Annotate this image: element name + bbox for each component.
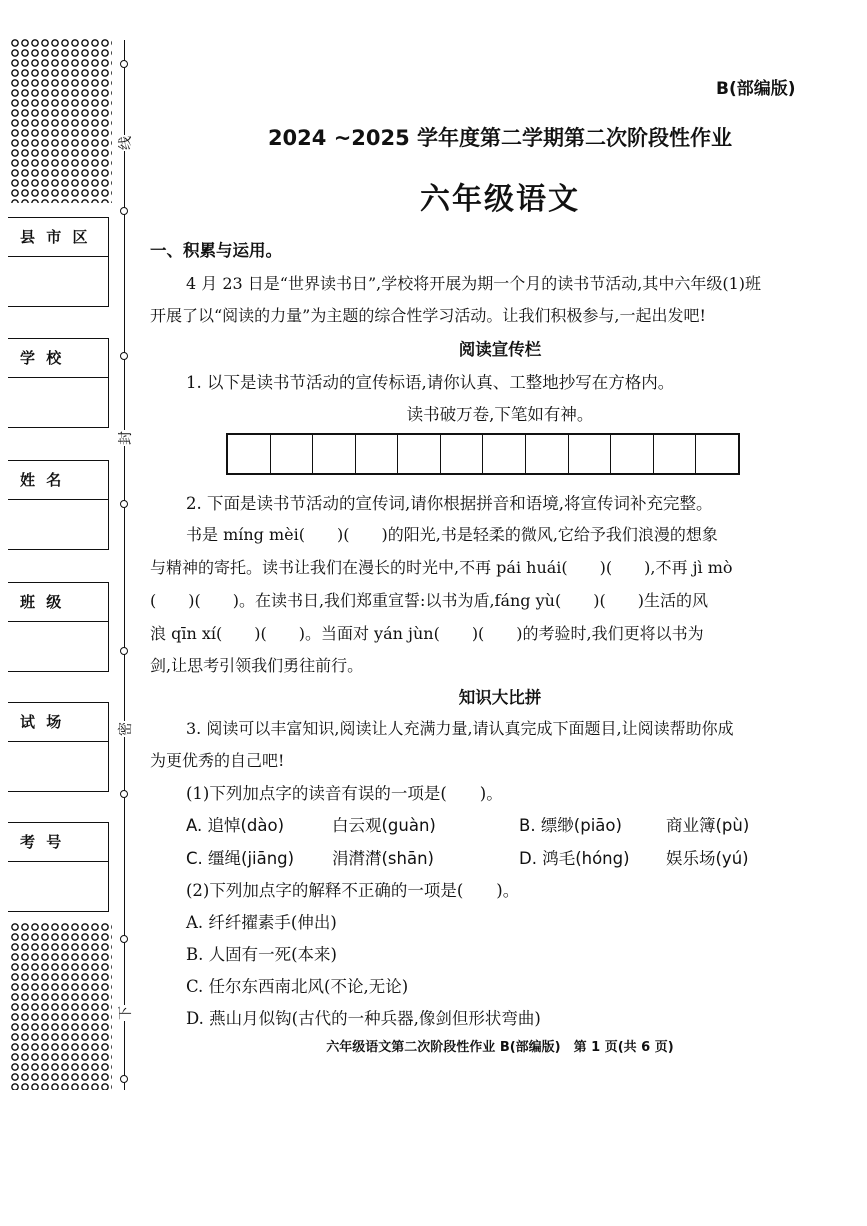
section-heading: 一、积累与运用。 — [150, 241, 282, 260]
option-b[interactable]: B. 人固有一死(本来) — [186, 945, 337, 964]
grid-cell[interactable] — [313, 435, 356, 473]
binding-circle — [120, 60, 128, 68]
q2-line: 书是 míng mèi( )( )的阳光,书是轻柔的微风,它给予我们浪漫的想象 — [186, 525, 718, 544]
option-d1[interactable]: D. 鸿毛(hóng) — [519, 849, 630, 868]
binding-circle — [120, 935, 128, 943]
info-label: 学 校 — [20, 349, 65, 367]
subsection-heading-promo: 阅读宣传栏 — [458, 340, 542, 359]
option-c1[interactable]: C. 缰绳(jiāng) — [186, 849, 295, 868]
exam-title: 2024 ~2025 学年度第二学期第二次阶段性作业 — [267, 126, 733, 150]
q2-line: 浪 qīn xí( )( )。当面对 yán jùn( )( )的考验时,我们更将以书为 — [150, 624, 704, 643]
q1-prompt: 1. 以下是读书节活动的宣传标语,请你认真、工整地抄写在方格内。 — [186, 373, 675, 392]
option-a2: 白云观(guàn) — [332, 816, 436, 835]
binding-char-mi: 密 — [115, 721, 135, 737]
info-field-county[interactable] — [8, 217, 109, 307]
option-b2: 商业簿(pù) — [666, 816, 750, 835]
q2-line: 与精神的寄托。读书让我们在漫长的时光中,不再 pái huái( )( ),不再 jì mò — [150, 558, 733, 577]
grid-cell[interactable] — [569, 435, 612, 473]
grid-cell[interactable] — [441, 435, 484, 473]
grid-cell[interactable] — [526, 435, 569, 473]
binding-char-feng: 封 — [115, 430, 135, 446]
info-field-exam-number[interactable] — [8, 822, 109, 912]
info-field-name[interactable] — [8, 460, 109, 550]
info-label: 县 市 区 — [20, 228, 91, 246]
dot-pattern-bottom — [10, 922, 112, 1090]
subsection-heading-quiz: 知识大比拼 — [458, 688, 542, 707]
q3-sub2-prompt: (2)下列加点字的解释不正确的一项是( )。 — [186, 881, 520, 900]
q2-line: ( )( )。在读书日,我们郑重宣誓:以书为盾,fáng yù( )( )生活的风 — [150, 591, 708, 610]
option-c[interactable]: C. 任尔东西南北风(不论,无论) — [186, 977, 409, 996]
binding-circle — [120, 207, 128, 215]
info-field-class[interactable] — [8, 582, 109, 672]
grid-cell[interactable] — [356, 435, 399, 473]
grid-cell[interactable] — [398, 435, 441, 473]
option-d2: 娱乐场(yú) — [666, 849, 749, 868]
option-d[interactable]: D. 燕山月似钩(古代的一种兵器,像剑但形状弯曲) — [186, 1009, 541, 1028]
binding-line — [124, 40, 125, 1090]
page-footer: 六年级语文第二次阶段性作业 B(部编版) 第 1 页(共 6 页) — [326, 1040, 674, 1055]
info-label: 试 场 — [20, 713, 65, 731]
q3-prompt: 3. 阅读可以丰富知识,阅读让人充满力量,请认真完成下面题目,让阅读帮助你成 — [186, 719, 734, 738]
subject-title: 六年级语文 — [420, 182, 580, 217]
grid-cell[interactable] — [483, 435, 526, 473]
option-b1[interactable]: B. 缥缈(piāo) — [519, 816, 622, 835]
info-field-school[interactable] — [8, 338, 109, 428]
grid-cell[interactable] — [696, 435, 738, 473]
grid-cell[interactable] — [228, 435, 271, 473]
binding-circle — [120, 647, 128, 655]
binding-circle — [120, 1075, 128, 1083]
intro-line: 4 月 23 日是“世界读书日”,学校将开展为期一个月的读书节活动,其中六年级(1)班 — [186, 274, 761, 293]
grid-cell[interactable] — [611, 435, 654, 473]
info-field-exam-room[interactable] — [8, 702, 109, 792]
option-c2: 涓潸潸(shān) — [332, 849, 434, 868]
binding-char-xian: 线 — [115, 135, 135, 151]
info-label: 班 级 — [20, 593, 65, 611]
q2-prompt: 2. 下面是读书节活动的宣传词,请你根据拼音和语境,将宣传词补充完整。 — [186, 494, 713, 513]
binding-char-xia: 下 — [115, 1005, 135, 1021]
option-a[interactable]: A. 纤纤擢素手(伸出) — [186, 913, 337, 932]
grid-cell[interactable] — [271, 435, 314, 473]
q3-sub1-prompt: (1)下列加点字的读音有误的一项是( )。 — [186, 784, 503, 803]
q1-slogan: 读书破万卷,下笔如有神。 — [406, 405, 594, 424]
writing-grid[interactable] — [226, 433, 740, 475]
q3-prompt: 为更优秀的自己吧! — [150, 751, 285, 770]
binding-circle — [120, 790, 128, 798]
info-label: 考 号 — [20, 833, 65, 851]
binding-circle — [120, 352, 128, 360]
edition-label: B(部编版) — [716, 79, 796, 99]
info-label: 姓 名 — [20, 471, 65, 489]
option-a1[interactable]: A. 追悼(dào) — [186, 816, 285, 835]
intro-line: 开展了以“阅读的力量”为主题的综合性学习活动。让我们积极参与,一起出发吧! — [150, 306, 706, 325]
grid-cell[interactable] — [654, 435, 697, 473]
dot-pattern-top — [10, 38, 112, 203]
q2-line: 剑,让思考引领我们勇往前行。 — [150, 656, 364, 675]
binding-circle — [120, 500, 128, 508]
